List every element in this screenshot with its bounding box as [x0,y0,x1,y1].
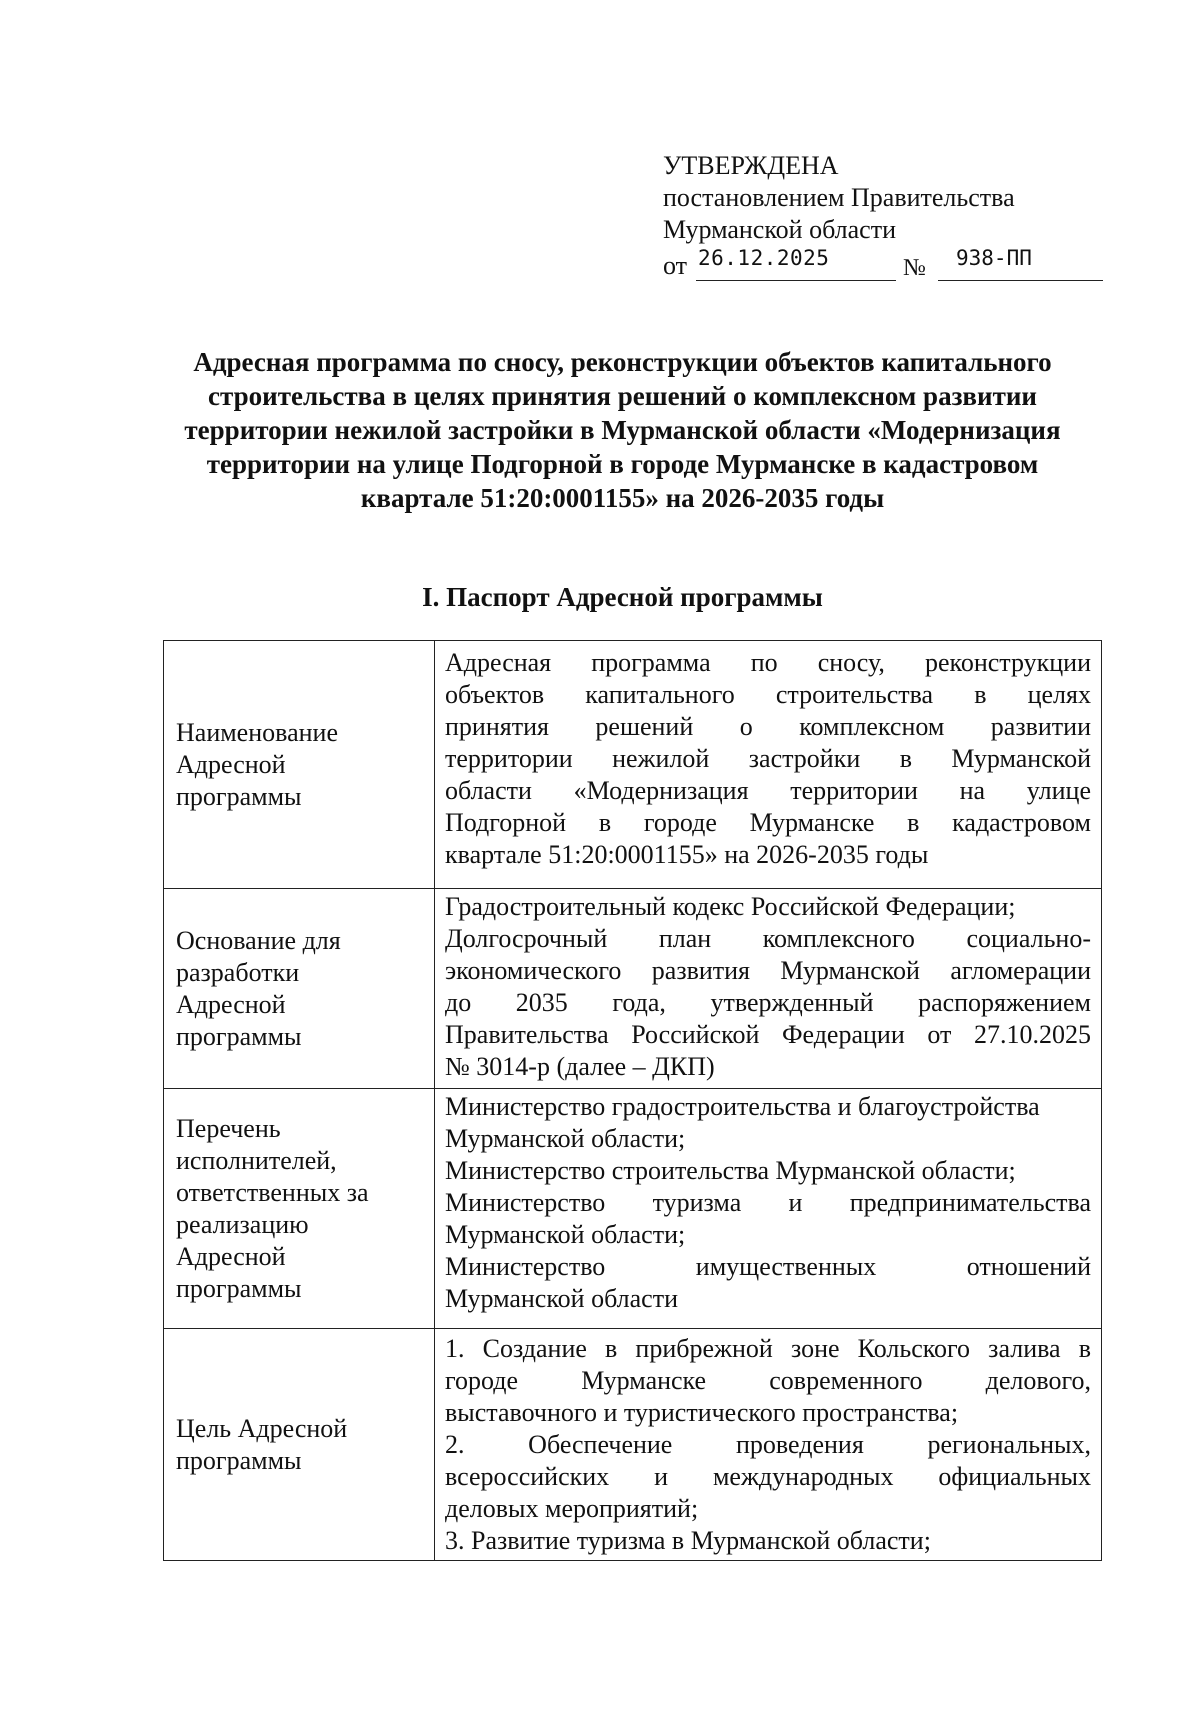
approval-line-2: постановлением Правительства [663,183,1015,212]
label-line: разработки [176,957,300,987]
value-line: Министерство градостроительства и благоустройства [445,1092,1040,1121]
table-row [164,641,1102,889]
value-line: Правительства Российской Федерации от 27.10.2025 [445,1020,1091,1049]
label-line: программы [176,1273,302,1303]
value-line: Министерство строительства Мурманской области; [445,1156,1016,1185]
value-line: Адресная программа по сносу, реконструкции [445,648,1091,677]
label-line: ответственных за [176,1177,369,1207]
value-line: Градостроительный кодекс Российской Федерации; [445,892,1016,921]
label-line: Адресной [176,1241,286,1271]
value-line: объектов капитального строительства в целях [445,680,1091,709]
label-line: программы [176,1021,302,1051]
table-row [164,1089,1102,1329]
value-line: 1. Создание в прибрежной зоне Кольского залива в [445,1334,1091,1363]
label-line: Адресной [176,989,286,1019]
label-line: исполнителей, [176,1145,337,1175]
label-line: Перечень [176,1113,281,1143]
value-line: выставочного и туристического пространства; [445,1398,959,1427]
value-line: городе Мурманске современного делового, [445,1366,1091,1395]
table-row [164,889,1102,1089]
row-value [435,641,1102,889]
label-line: реализацию [176,1209,309,1239]
approval-date: 26.12.2025 [698,246,830,270]
approval-number: 938-ПП [956,246,1032,270]
value-line: деловых мероприятий; [445,1494,699,1523]
value-line: всероссийских и международных официальных [445,1462,1091,1491]
title-line: строительства в целях принятия решений о комплексном развитии [208,381,1037,411]
date-underline [696,246,896,281]
value-line: Министерство туризма и предпринимательства [445,1188,1091,1217]
value-line: 2. Обеспечение проведения региональных, [445,1430,1091,1459]
label-line: Основание для [176,925,341,955]
label-line: программы [176,1445,302,1475]
section-title: I. Паспорт Адресной программы [422,582,823,612]
approval-date-line [663,246,1103,286]
approval-line-3: Мурманской области [663,215,896,244]
row-value [435,1329,1102,1561]
title-line: квартале 51:20:0001155» на 2026-2035 годы [360,483,885,513]
value-line: принятия решений о комплексном развитии [445,712,1091,741]
row-label [164,1329,435,1561]
value-line: 3. Развитие туризма в Мурманской области; [445,1526,931,1555]
value-line: Мурманской области; [445,1124,686,1153]
title-line: территории нежилой застройки в Мурманской области «Модернизация [184,415,1061,445]
value-line: до 2035 года, утвержденный распоряжением [445,988,1091,1017]
passport-table [163,640,1102,1561]
approval-status: УТВЕРЖДЕНА [663,151,839,180]
value-line: области «Модернизация территории на улице [445,776,1091,805]
label-line: Цель Адресной [176,1413,348,1443]
title-line: территории на улице Подгорной в городе Мурманске в кадастровом [206,449,1039,479]
row-label [164,889,435,1089]
value-line: Министерство имущественных отношений [445,1252,1091,1281]
value-line: № 3014-р (далее – ДКП) [445,1052,715,1081]
value-line: Подгорной в городе Мурманске в кадастровом [445,808,1091,837]
value-line: квартале 51:20:0001155» на 2026-2035 годы [445,840,929,869]
value-line: Мурманской области [445,1284,678,1313]
document-title [150,345,1095,515]
value-line: Мурманской области; [445,1220,686,1249]
row-label [164,1089,435,1329]
label-line: Наименование [176,717,338,747]
table-row [164,1329,1102,1561]
value-line: территории нежилой застройки в Мурманской [445,744,1091,773]
row-value [435,1089,1102,1329]
row-label [164,641,435,889]
number-sign: № [903,255,926,281]
title-line: Адресная программа по сносу, реконструкции объектов капитального [193,347,1052,377]
value-line: экономического развития Мурманской агломерации [445,956,1091,985]
label-line: Адресной [176,749,286,779]
date-prefix: от [663,251,688,280]
approval-block [663,150,1103,286]
number-underline [938,246,1103,281]
label-line: программы [176,781,302,811]
row-value [435,889,1102,1089]
value-line: Долгосрочный план комплексного социально- [445,924,1091,953]
